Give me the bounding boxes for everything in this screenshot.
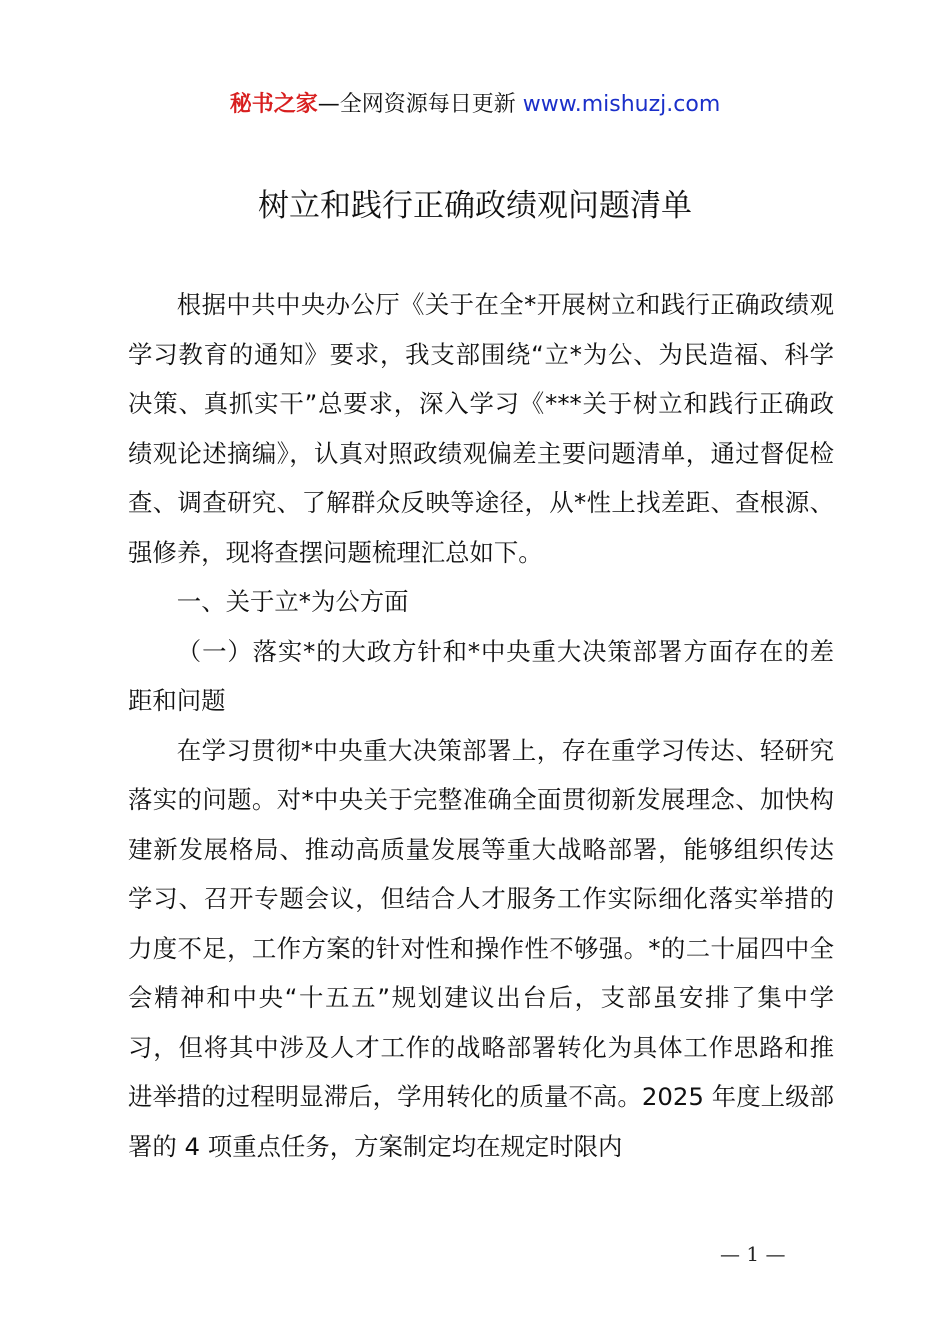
body-paragraph: 在学习贯彻*中央重大决策部署上，存在重学习传达、轻研究落实的问题。对*中央关于完整准确全面贯彻新发展理念、加快构建新发展格局、推动高质量发展等重大战略部署，能够组织传达学习、召开专题会议，但结合人才服务工作实际细化落实举措的力度不足，工作方案的针对性和操作性不够强。*的二十届四中全会精神和中央“十五五”规划建议出台后，支部虽安排了集中学习，但将其中涉及人才工作的战略部署转化为具体工作思路和推进举措的过程明显滞后，学用转化的质量不高。2025 年度上级部署的 4 项重点任务，方案制定均在规定时限内 (128, 735, 834, 1161)
subsection-heading: （一）落实*的大政方针和*中央重大决策部署方面存在的差距和问题 (128, 636, 834, 715)
brand-name: 秘书之家 (229, 92, 318, 117)
site-tagline: —全网资源每日更新 (317, 92, 516, 117)
intro-paragraph: 根据中共中央办公厅《关于在全*开展树立和践行正确政绩观学习教育的通知》要求，我支部围绕“立*为公、为民造福、科学决策、真抓实干”总要求，深入学习《***关于树立和践行正确政绩观论述摘编》，认真对照政绩观偏差主要问题清单，通过督促检查、调查研究、了解群众反映等途径，从*性上找差距、查根源、强修养，现将查摆问题梳理汇总如下。 (128, 290, 834, 567)
section-heading: 一、关于立*为公方面 (176, 587, 409, 616)
site-url-link[interactable]: www.mishuzj.com (522, 92, 721, 117)
page-number: — 1 — (720, 1242, 786, 1266)
document-body (128, 280, 834, 1171)
site-header (0, 88, 950, 122)
document-title: 树立和践行正确政绩观问题清单 (258, 188, 692, 224)
